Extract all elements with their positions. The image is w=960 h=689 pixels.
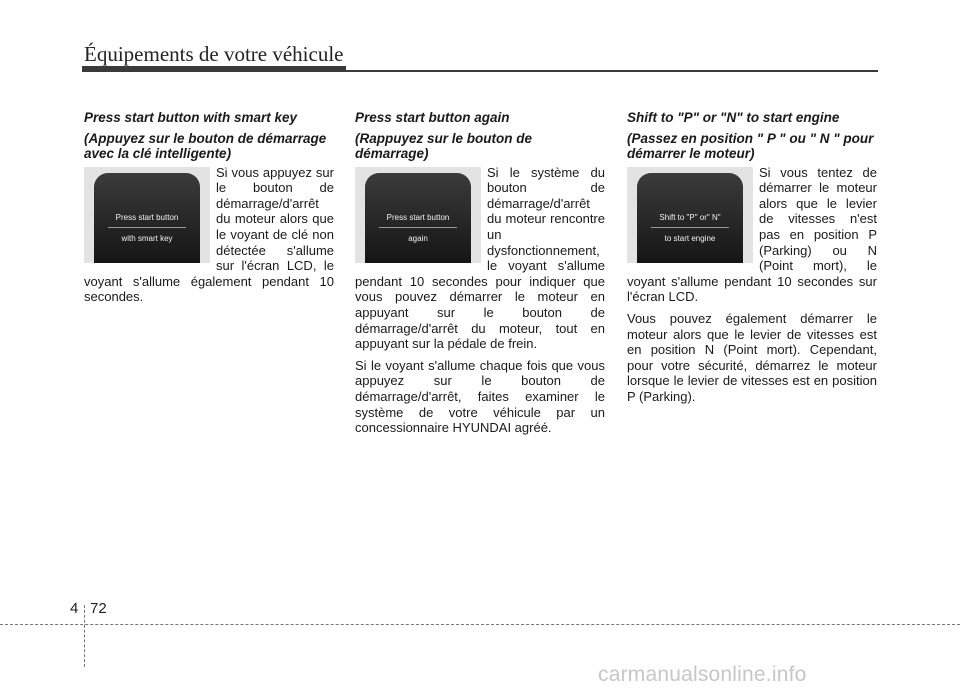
body-paragraph: Si vous appuyez sur le bouton de démarrage/d'arrêt du moteur alors que le voyant de clé non détectée s'allume sur l'écran LCD, le voyant s'allume également pendant 10 secondes.: [84, 164, 334, 305]
column-press-again: [355, 110, 605, 442]
lcd-message-line2: to start engine: [664, 233, 716, 243]
lcd-divider: [379, 227, 457, 228]
column-shift-p-n: [627, 110, 877, 411]
footer-rule: [0, 624, 960, 625]
lcd-message-line1: Press start button: [115, 212, 179, 222]
body-paragraph: Si vous tentez de démarrer le moteur alors que le levier de vitesses n'est pas en position P (Parking) ou N (Point mort), le voyant s'allume pendant 10 secondes sur l'écran LCD.: [627, 164, 877, 305]
lcd-message-line2: with smart key: [121, 233, 173, 243]
lcd-warning-figure: [84, 167, 210, 263]
lcd-panel: [94, 173, 200, 263]
page-number: 72: [90, 600, 107, 617]
body-paragraph: Vous pouvez également démarrer le moteur alors que le levier de vitesses est en position N (Point mort). Cependant, pour votre sécurité, démarrez le moteur lorsque le levier de vitesses est en position P (Parking).: [627, 310, 877, 404]
lcd-warning-figure: [355, 167, 481, 263]
lcd-panel: [365, 173, 471, 263]
section-heading-en: Press start button with smart key: [84, 110, 298, 125]
column-smart-key: [84, 110, 334, 311]
watermark: carmanualsonline.info: [598, 663, 807, 686]
lcd-message-line2: again: [408, 233, 428, 243]
section-heading-en: Shift to "P" or "N" to start engine: [627, 110, 840, 125]
section-heading-fr: (Appuyez sur le bouton de démarrage avec la clé intelligente): [84, 130, 327, 161]
section-heading-en: Press start button again: [355, 110, 510, 125]
lcd-warning-figure: [627, 167, 753, 263]
lcd-panel: [637, 173, 743, 263]
lcd-message-line1: Shift to "P" or" N": [659, 212, 721, 222]
page-header-title: Équipements de votre véhicule: [84, 42, 344, 66]
lcd-divider: [108, 227, 186, 228]
header-rule-thin: [82, 70, 878, 72]
chapter-number: 4: [70, 600, 79, 617]
lcd-divider: [651, 227, 729, 228]
section-heading-fr: (Passez en position " P " ou " N " pour démarrer le moteur): [627, 130, 874, 161]
body-paragraph: Si le système du bouton de démarrage/d'arrêt du moteur rencontre un dysfonctionnement, le voyant s'allume pendant 10 secondes pour indiquer que vous pouvez démarrer le moteur en appuyant sur le bouton de démarrage/d'arrêt du moteur, tout en appuyant sur la pédale de frein.: [355, 164, 605, 352]
lcd-message-line1: Press start button: [386, 212, 450, 222]
body-paragraph: Si le voyant s'allume chaque fois que vous appuyez sur le bouton de démarrage/d'arrêt, faites examiner le système de votre véhicule par un concessionnaire HYUNDAI agréé.: [355, 357, 605, 436]
section-heading-fr: (Rappuyez sur le bouton de démarrage): [355, 130, 533, 161]
footer-separator: [84, 605, 85, 667]
